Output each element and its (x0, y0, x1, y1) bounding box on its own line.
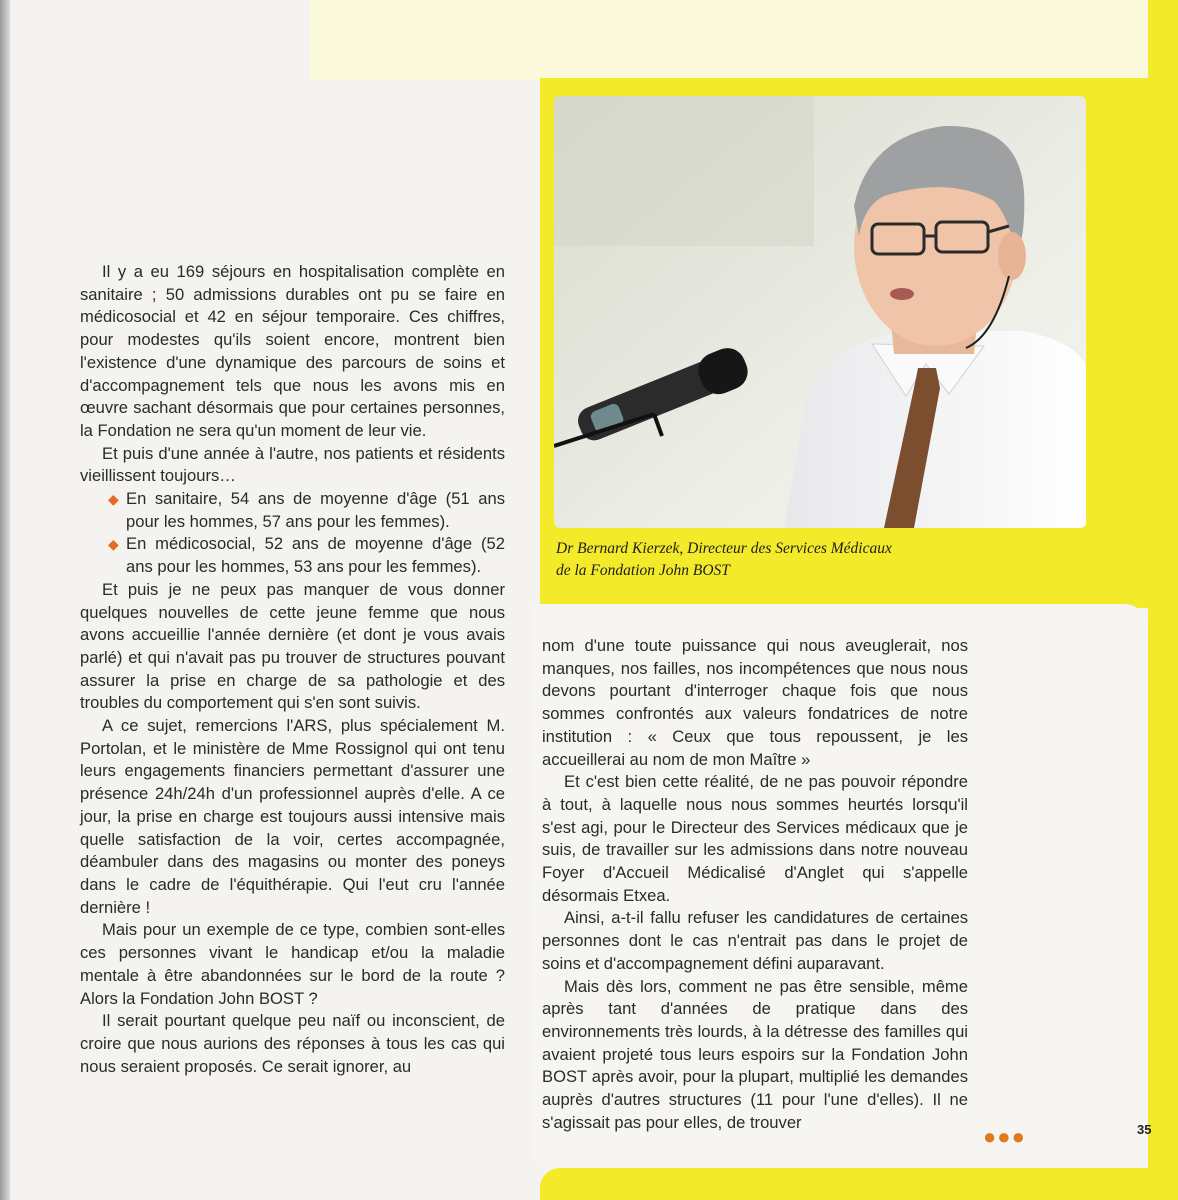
right-text-column (542, 635, 968, 1134)
caption-line-1: Dr Bernard Kierzek, Directeur des Services Médicaux (556, 540, 892, 557)
left-text-column (80, 261, 505, 1078)
page-number: 35 (1137, 1122, 1152, 1137)
bullet-item-medicosocial (80, 533, 505, 578)
photo-caption (556, 538, 976, 582)
paragraph: Mais pour un exemple de ce type, combien sont-elles ces personnes vivant le handicap et/ou la maladie mentale à être abandonnées sur le bord de la route ? Alors la Fondation John BOST ? (80, 920, 505, 1008)
paragraph: Et puis d'une année à l'autre, nos patients et résidents vieillissent toujours… (80, 443, 505, 486)
page-binding-edge (0, 0, 10, 1200)
top-tint-band (310, 0, 1155, 80)
diamond-icon: ◆ (108, 536, 119, 553)
three-dots-icon: ●●● (983, 1124, 1026, 1149)
paragraph: nom d'une toute puissance qui nous aveuglerait, nos manques, nos failles, nos incompétences que nous nous devons pourtant d'interroger chaque fois que nous sommes confrontés aux valeurs fondatrices de notre institution : « Ceux que tous repoussent, je les accueillerai au nom de mon Maître » (542, 636, 968, 769)
bullet-text: En médicosocial, 52 ans de moyenne d'âge (52 ans pour les hommes, 53 ans pour les femmes). (126, 534, 505, 577)
paragraph: Mais dès lors, comment ne pas être sensible, même après tant d'années de pratique dans des environnements très lourds, à la détresse des familles qui avaient projeté tous leurs espoirs sur la Fondation John BOST après avoir, pour la plupart, multiplié les demandes auprès d'autres structures (11 pour l'une d'elles). Il ne s'agissait pas pour elles, de trouver (542, 976, 968, 1132)
paragraph: Il serait pourtant quelque peu naïf ou inconscient, de croire que nous aurions des réponses à tous les cas qui nous seraient proposés. Ce serait ignorer, au (80, 1011, 505, 1076)
speaker-illustration (554, 96, 1086, 528)
paragraph: Il y a eu 169 séjours en hospitalisation complète en sanitaire ; 50 admissions durables ont pu se faire en médicosocial et 42 en séjour temporaire. Ces chiffres, pour modestes qu'ils soient encore, montrent bien l'existence d'une dynamique des parcours de soins et d'accompagnement tels que nous les avons mis en œuvre sachant désormais que pour certaines personnes, la Fondation ne sera qu'un moment de leur vie. (80, 262, 505, 440)
paragraph: Et c'est bien cette réalité, de ne pas pouvoir répondre à tout, à laquelle nous nous sommes heurtés lorsqu'il s'est agi, pour le Directeur des Services médicaux que je suis, de travailler sur les admissions dans notre nouveau Foyer d'Accueil Médicalisé d'Anglet qui s'appelle désormais Etxea. (542, 772, 968, 905)
bullet-text: En sanitaire, 54 ans de moyenne d'âge (51 ans pour les hommes, 57 ans pour les femmes). (126, 489, 505, 531)
paragraph: A ce sujet, remercions l'ARS, plus spécialement M. Portolan, et le ministère de Mme Rossignol qui ont tenu leurs engagements financiers permettant d'assurer une présence 24h/24h d'un professionnel auprès d'elle. A ce jour, la prise en charge est toujours aussi intensive mais quelle satisfaction de la voir, certes accompagnée, déambuler dans des magasins ou monter des poneys dans le cadre de l'équithérapie. Qui l'eut cru l'année dernière ! (80, 716, 505, 917)
paragraph: Ainsi, a-t-il fallu refuser les candidatures de certaines personnes dont le cas n'entrait pas dans le projet de soins et d'accompagnement défini auparavant. (542, 908, 968, 973)
diamond-icon: ◆ (108, 491, 119, 508)
speaker-photo (554, 96, 1086, 528)
bottom-yellow-band (540, 1168, 1148, 1200)
paragraph: Et puis je ne peux pas manquer de vous donner quelques nouvelles de cette jeune femme que nous avons accueillie l'année dernière (et dont je vous avais parlé) et qui n'avait pas pu trouver de structures pouvant assurer la prise en charge de sa pathologie et des troubles du comportement qui s'en sont suivis. (80, 579, 505, 713)
bullet-item-sanitaire (80, 488, 505, 533)
caption-line-2: de la Fondation John BOST (556, 562, 730, 579)
right-yellow-bar (1148, 0, 1178, 1200)
